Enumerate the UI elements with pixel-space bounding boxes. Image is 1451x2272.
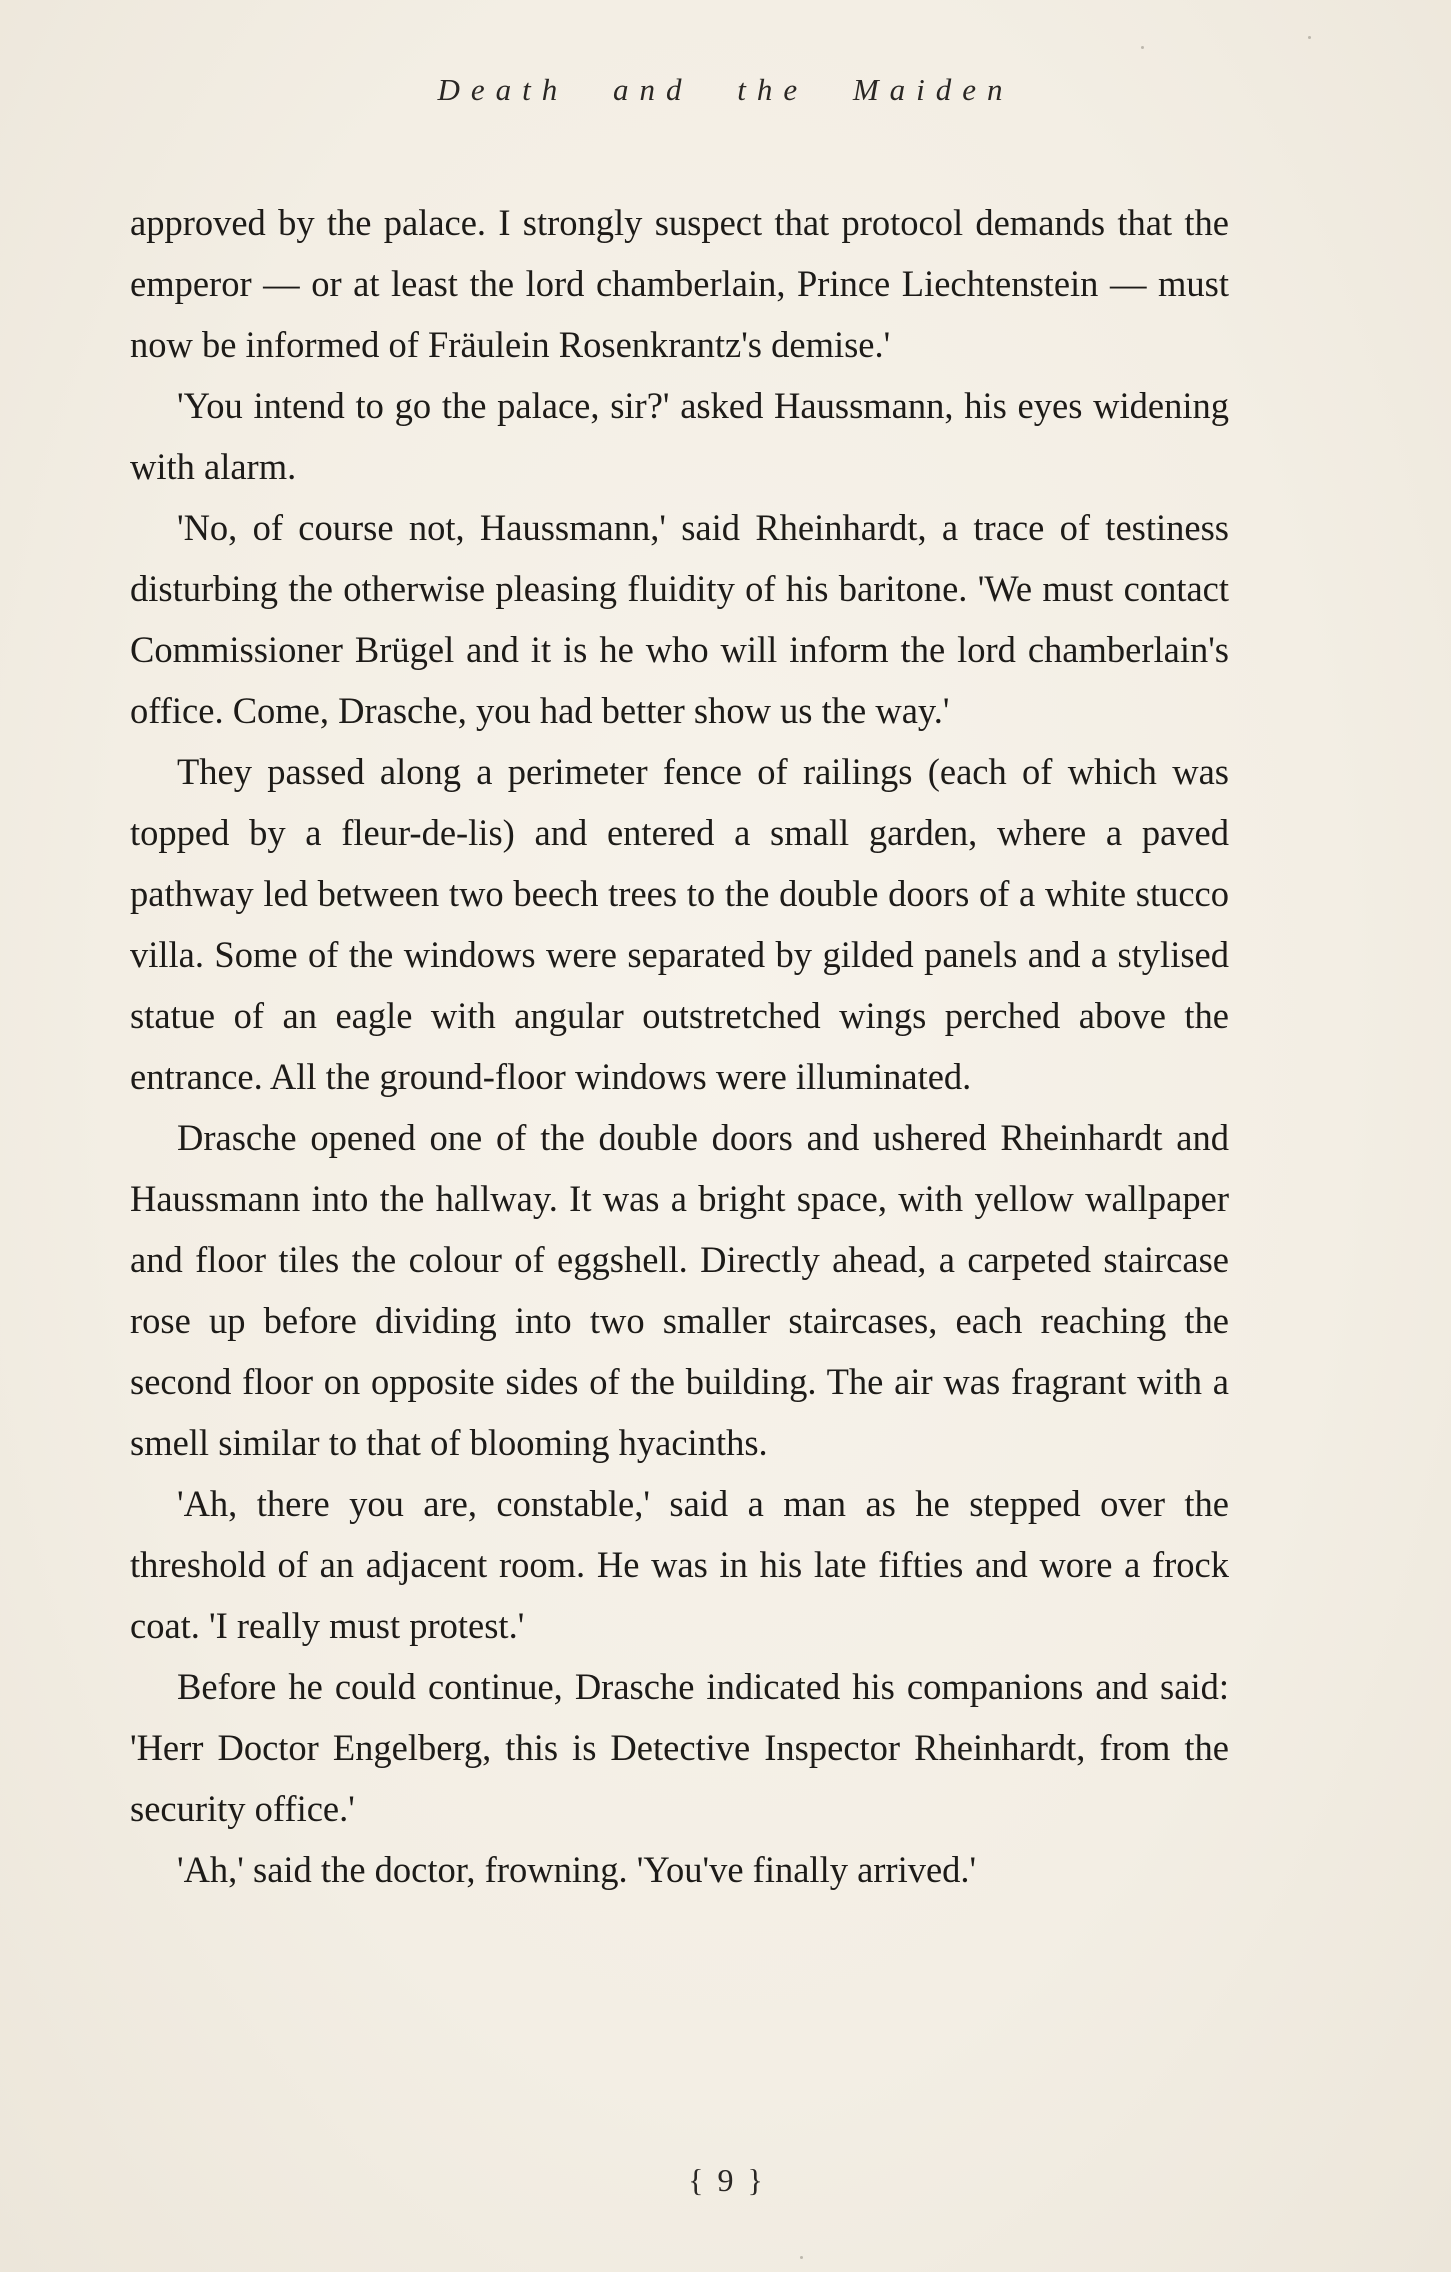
paper-speck: [1308, 36, 1311, 39]
paper-speck: [1141, 46, 1144, 49]
running-head: Death and the Maiden: [437, 72, 1014, 107]
paper-speck: [800, 2256, 803, 2259]
paragraph: 'No, of course not, Haussmann,' said Rheinhardt, a trace of testiness disturbing the otherwise pleasing fluidity of his baritone. 'We must contact Commissioner Brügel and it is he who will inform the lord chamberlain's office. Come, Drasche, you had better show us the way.': [130, 507, 1229, 731]
paragraph: approved by the palace. I strongly suspect that protocol demands that the emperor — or at least the lord chamberlain, Prince Liechtenstein — must now be informed of Fräulein Rosenkrantz's demise.': [130, 202, 1229, 365]
body-text: [130, 192, 1229, 1900]
folio-left-ornament: {: [688, 2162, 704, 2198]
paragraph: 'Ah, there you are, constable,' said a man as he stepped over the threshold of an adjacent room. He was in his late fifties and wore a frock coat. 'I really must protest.': [130, 1483, 1229, 1646]
folio-right-ornament: }: [747, 2162, 763, 2198]
page-number-block: [0, 2162, 1451, 2199]
paragraph: They passed along a perimeter fence of railings (each of which was topped by a fleur-de-lis) and entered a small garden, where a paved pathway led between two beech trees to the double doors of a white stucco villa. Some of the windows were separated by gilded panels and a stylised statue of an eagle with angular outstretched wings perched above the entrance. All the ground-floor windows were illuminated.: [130, 751, 1229, 1097]
paragraph: 'You intend to go the palace, sir?' asked Haussmann, his eyes widening with alarm.: [130, 385, 1229, 487]
paragraph: Drasche opened one of the double doors and ushered Rheinhardt and Haussmann into the hallway. It was a bright space, with yellow wallpaper and floor tiles the colour of eggshell. Directly ahead, a carpeted staircase rose up before dividing into two smaller staircases, each reaching the second floor on opposite sides of the building. The air was fragrant with a smell similar to that of blooming hyacinths.: [130, 1117, 1229, 1463]
paragraph: Before he could continue, Drasche indicated his companions and said: 'Herr Doctor Engelberg, this is Detective Inspector Rheinhardt, from the security office.': [130, 1666, 1229, 1829]
paragraph: 'Ah,' said the doctor, frowning. 'You've finally arrived.': [177, 1849, 977, 1890]
page-number: 9: [717, 2162, 734, 2198]
